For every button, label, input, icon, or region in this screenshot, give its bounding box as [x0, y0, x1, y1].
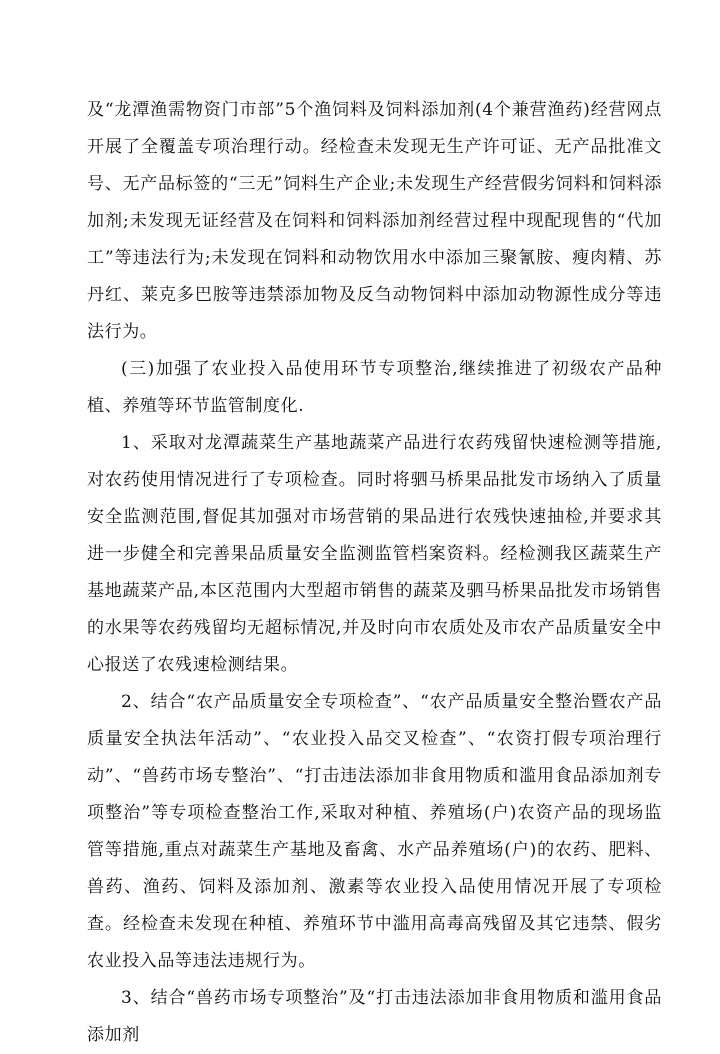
paragraph-feed-inspection: 及“龙潭渔需物资门市部”5个渔饲料及饲料添加剂(4个兼营渔药)经营网点开展了全覆盖专项治理行动。经检查未发现无生产许可证、无产品批准文号、无产品标签的“三无”饲料生产企业;未发现生产经营假劣饲料和饲料添加剂;未发现无证经营及在饲料和饲料添加剂经营过程中现配现售的“代加工”等违法行为;未发现在饲料和动物饮用水中添加三聚氰胺、瘦肉精、苏丹红、莱克多巴胺等违禁添加物及反刍动物饲料中添加动物源性成分等违法行为。	[87, 100, 662, 342]
paragraph-section-three-heading: (三)加强了农业投入品使用环节专项整治,继续推进了初级农产品种植、养殖等环节监管制度化.	[87, 359, 662, 416]
paragraph-item-1: 1、采取对龙潭蔬菜生产基地蔬菜产品进行农药残留快速检测等措施,对农药使用情况进行了专项检查。同时将驷马桥果品批发市场纳入了质量安全监测范围,督促其加强对市场营销的果品进行农残快速抽检,并要求其进一步健全和完善果品质量安全监测监管档案资料。经检测我区蔬菜生产基地蔬菜产品,本区范围内大型超市销售的蔬菜及驷马桥果品批发市场销售的水果等农药残留均无超标情况,并及时向市农质处及市农产品质量安全中心报送了农残速检测结果。	[87, 433, 662, 675]
paragraph-item-2: 2、结合“农产品质量安全专项检查”、“农产品质量安全整治暨农产品质量安全执法年活动”、“农业投入品交叉检查”、“农资打假专项治理行动”、“兽药市场专整治”、“打击违法添加非食用物质和滥用食品添加剂专项整治”等专项检查整治工作,采取对种植、养殖场(户)农资产品的现场监管等措施,重点对蔬菜生产基地及畜禽、水产品养殖场(户)的农药、肥料、兽药、渔药、饲料及添加剂、激素等农业投入品使用情况开展了专项检查。经检查未发现在种植、养殖环节中滥用高毒高残留及其它违禁、假劣农业投入品等违法违规行为。	[87, 692, 662, 971]
paragraph-item-3: 3、结合“兽药市场专项整治”及“打击违法添加非食用物质和滥用食品添加剂	[87, 988, 662, 1045]
